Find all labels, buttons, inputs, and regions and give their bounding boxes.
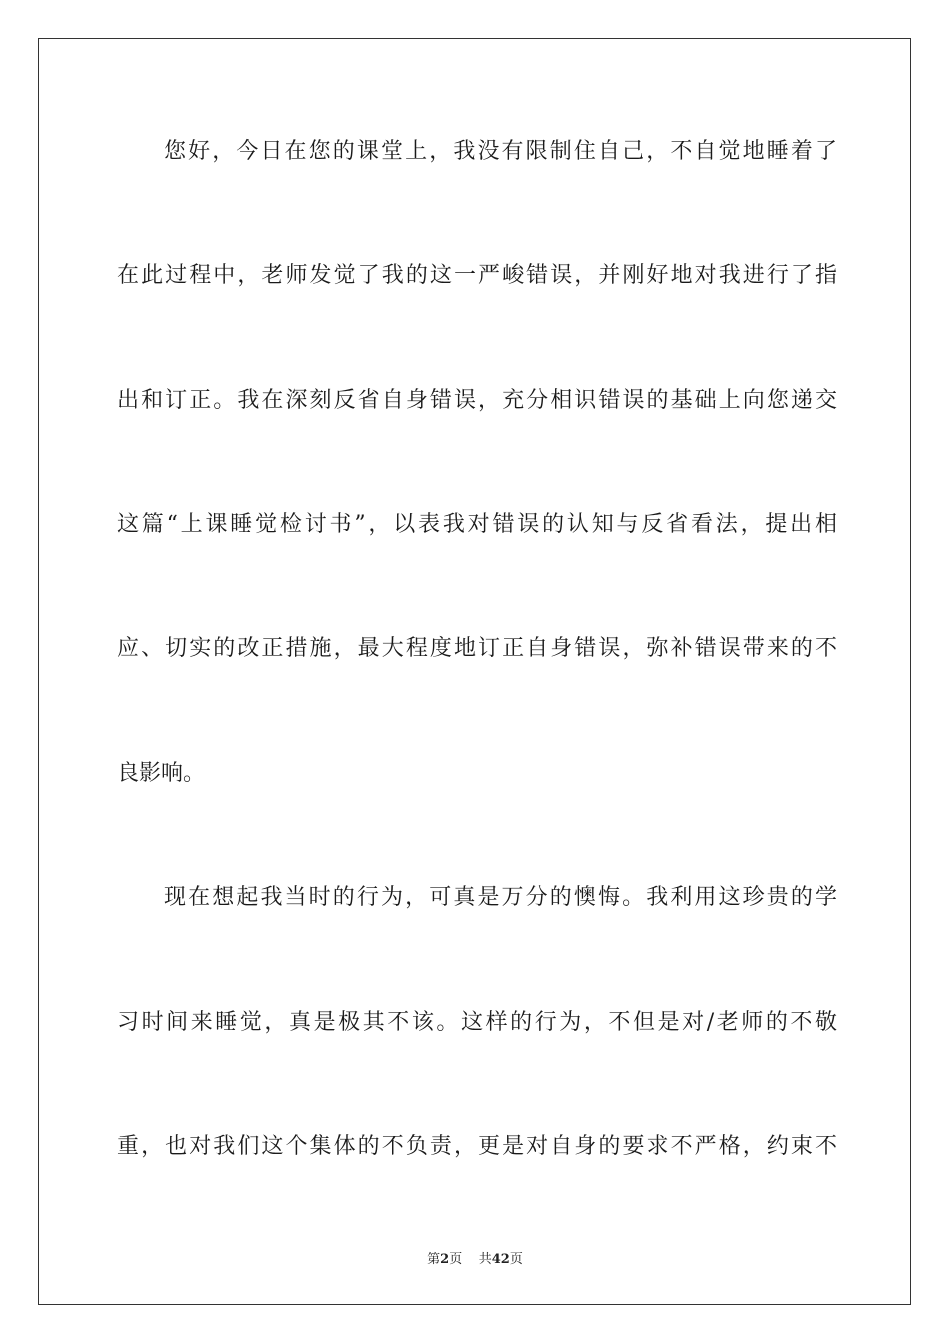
page-prefix: 第 [427,1252,441,1267]
paragraph-2-line-2: 习时间来睡觉，真是极其不该。这样的行为，不但是对/老师的不敬 [117,1010,837,1035]
page-suffix: 页 [449,1252,463,1267]
total-suffix: 页 [509,1252,523,1267]
paragraph-1-line-3: 出和订正。我在深刻反省自身错误，充分相识错误的基础上向您递交 [117,388,837,413]
page-border [38,38,911,1305]
total-pages: 42 [491,1252,510,1267]
paragraph-2-line-3: 重，也对我们这个集体的不负责，更是对自身的要求不严格，约束不 [117,1134,837,1159]
paragraph-2-line-1: 现在想起我当时的行为，可真是万分的懊悔。我利用这珍贵的学 [164,885,837,910]
paragraph-1-line-6: 良影响。 [117,761,206,786]
page-number: 2 [440,1252,450,1267]
page-footer [0,1248,950,1267]
total-prefix: 共 [478,1252,492,1267]
paragraph-1-line-5: 应、切实的改正措施，最大程度地订正自身错误，弥补错误带来的不 [117,636,837,661]
paragraph-1-line-2: 在此过程中，老师发觉了我的这一严峻错误，并刚好地对我进行了指 [117,263,837,288]
paragraph-1-line-4: 这篇“上课睡觉检讨书”，以表我对错误的认知与反省看法，提出相 [117,512,837,537]
paragraph-1-line-1: 您好，今日在您的课堂上，我没有限制住自己，不自觉地睡着了 [164,139,837,164]
